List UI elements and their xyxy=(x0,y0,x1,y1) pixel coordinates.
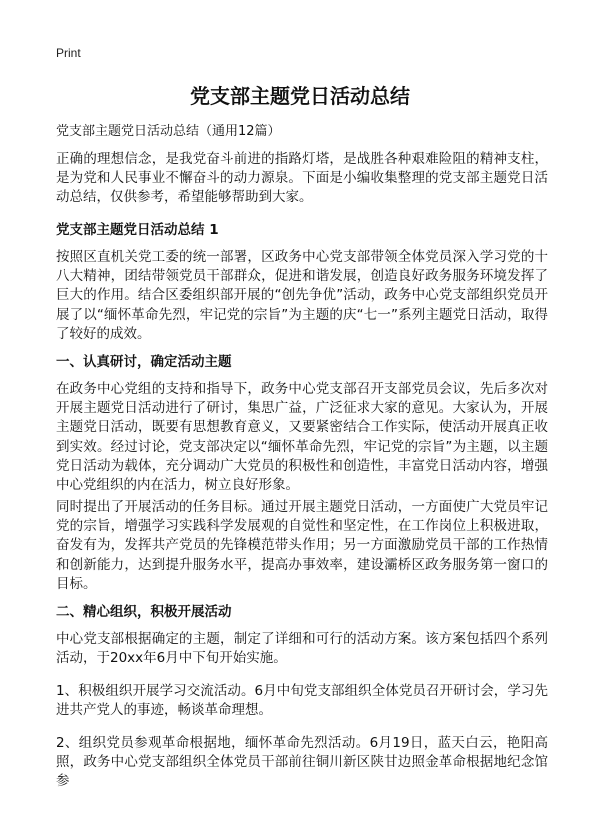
intro-paragraph: 正确的理想信念，是我党奋斗前进的指路灯塔，是战胜各种艰难险阻的精神支柱，是为党和人民事业不懈奋斗的动力源泉。下面是小编收集整理的党支部主题党日活动总结，仅供参考，希望能够帮助到大家。 xyxy=(56,151,548,206)
paragraph-4: 中心党支部根据确定的主题，制定了详细和可行的活动方案。该方案包括四个系列活动，于20xx年6月中下旬开始实施。 xyxy=(56,631,548,667)
section-heading: 党支部主题党日活动总结 1 xyxy=(56,222,219,238)
document-subtitle: 党支部主题党日活动总结（通用12篇） xyxy=(56,124,281,139)
print-link[interactable]: Print xyxy=(56,46,81,60)
page-title: 党支部主题党日活动总结 xyxy=(190,84,410,108)
paragraph-5: 1、积极组织开展学习交流活动。6月中旬党支部组织全体党员召开研讨会，学习先进共产党人的事迹，畅谈革命理想。 xyxy=(56,683,548,719)
paragraph-6: 2、组织党员参观革命根据地，缅怀革命先烈活动。6月19日，蓝天白云，艳阳高照，政务中心党支部组织全体党员干部前往铜川新区陕甘边照金革命根据地纪念馆参 xyxy=(56,735,548,790)
heading-2: 二、精心组织，积极开展活动 xyxy=(56,604,232,620)
paragraph-3: 同时提出了开展活动的任务目标。通过开展主题党日活动，一方面使广大党员牢记党的宗旨，增强学习实践科学发展观的自觉性和坚定性，在工作岗位上积极进取，奋发有为，发挥共产党员的先锋模范带头作用；另一方面激励党员干部的工作热情和创新能力，达到提升服务水平，提高办事效率，建设灞桥区政务服务第一窗口的目标。 xyxy=(56,499,548,592)
paragraph-2: 在政务中心党组的支持和指导下，政务中心党支部召开支部党员会议，先后多次对开展主题党日活动进行了研讨，集思广益，广泛征求大家的意见。大家认为，开展主题党日活动，既要有思想教育意义，又要紧密结合工作实际，使活动开展真正收到实效。经过讨论，党支部决定以“缅怀革命先烈，牢记党的宗旨”为主题，以主题党日活动为载体，充分调动广大党员的积极性和创造性，丰富党日活动内容，增强中心党组织的内在活力，树立良好形象。 xyxy=(56,381,548,494)
paragraph-1: 按照区直机关党工委的统一部署，区政务中心党支部带领全体党员深入学习党的十八大精神，团结带领党员干部群众，促进和谐发展，创造良好政务服务环境发挥了巨大的作用。结合区委组织部开展的“创先争优”活动，政务中心党支部组织党员开展了以“缅怀革命先烈，牢记党的宗旨”为主题的庆“七一”系列主题党日活动，取得了较好的成效。 xyxy=(56,249,548,342)
heading-1: 一、认真研讨，确定活动主题 xyxy=(56,354,232,370)
